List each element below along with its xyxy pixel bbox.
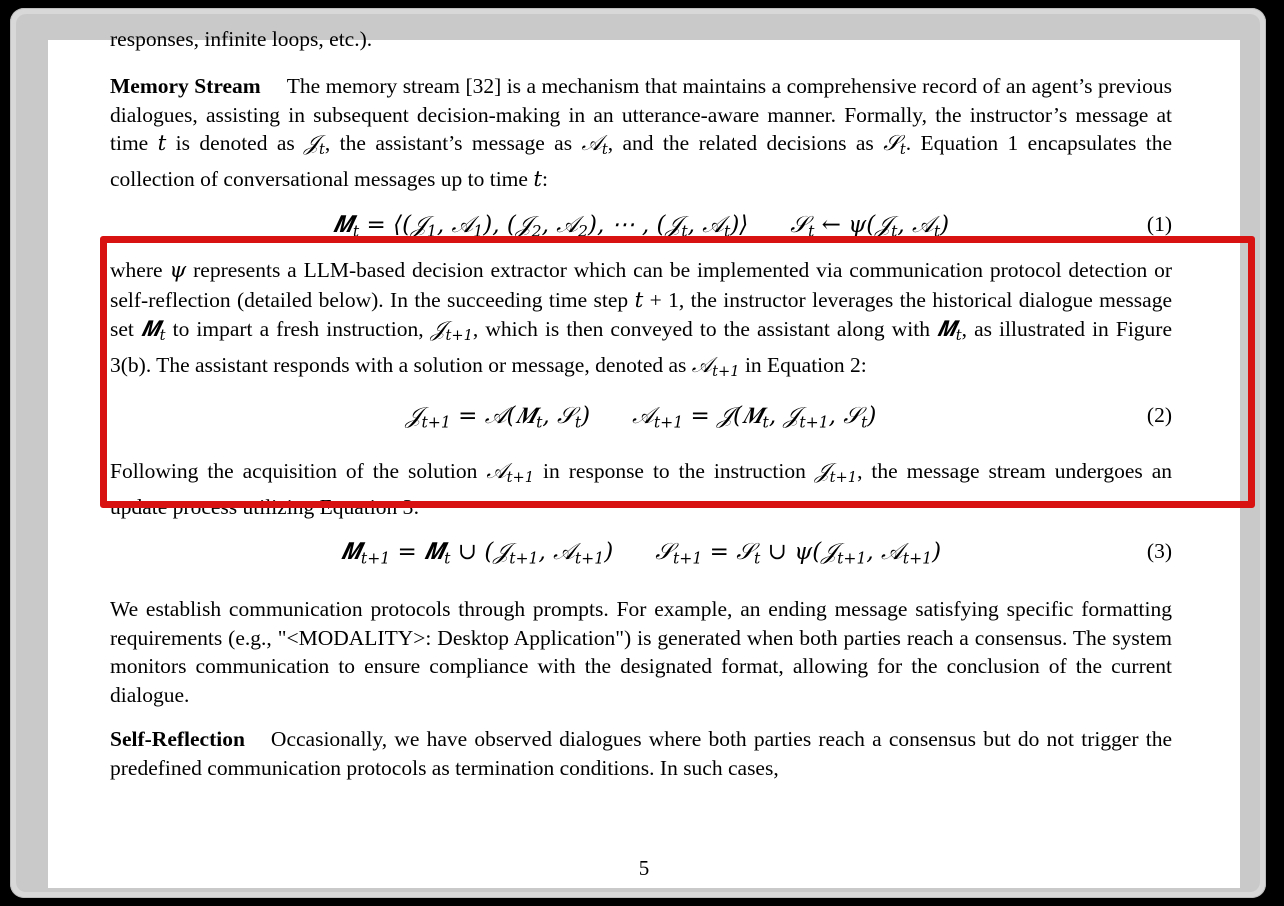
page-frame-inner — [16, 14, 1260, 892]
equation-1-number: (1) — [1146, 212, 1172, 237]
section-heading-memory-stream: Memory Stream — [110, 74, 261, 98]
equation-2-body: 𝒥$_{t+1}$ = 𝒜(𝑴$_t$, 𝒮$_t$) 𝒜$_{t+1}$ = 𝒥(𝑴$_t$, 𝒥$_{t+1}$, 𝒮$_t$) — [405, 402, 877, 431]
equation-3 — [110, 539, 1172, 567]
equation-3-body: 𝑴$_{t+1}$ = 𝑴$_t$ ∪ (𝒥$_{t+1}$, 𝒜$_{t+1}$) 𝒮$_{t+1}$ = 𝒮$_t$ ∪ ψ(𝒥$_{t+1}$, 𝒜$_{t+1}$) — [340, 539, 942, 568]
page-number — [48, 856, 1240, 880]
paragraph-self-reflection — [110, 725, 1172, 782]
paragraph-memory-stream-intro: Memory Stream The memory stream [32] is a mechanism that maintains a comprehensive record of an agent’s previous dialogues, assisting in subsequent decision-making in an utterance-aware manner. Formally, the instructor’s message at time t is denoted as 𝒥$_t$, the assistant’s message as 𝒜$_t$, and the related decisions as 𝒮$_t$. Equation 1 encapsulates the collection of conversational messages up to time t: — [110, 74, 1173, 192]
document-page — [48, 27, 1240, 888]
equation-3-number: (3) — [1146, 539, 1172, 564]
page-number-text: 5 — [638, 856, 650, 880]
section-heading-self-reflection: Self-Reflection — [110, 727, 245, 752]
page-content — [110, 27, 1173, 782]
paragraph-communication-protocols: We establish communication protocols through prompts. For example, an ending message satisfying specific formatting requirements (e.g., "<MODALITY>: Desktop Application") is generated when both parties reach a consensus. The system monitors communication to ensure compliance with the designated format, allowing for the conclusion of the current dialogue. — [110, 597, 1172, 707]
equation-1-body: 𝑴$_t$ = ⟨(𝒥$_1$, 𝒜$_1$), (𝒥$_2$, 𝒜$_2$), ⋯ , (𝒥$_t$, 𝒜$_t$)⟩ 𝒮$_t$ ← ψ(𝒥$_t$, 𝒜$_t$) — [332, 212, 950, 241]
paragraph-after-equation-2: Following the acquisition of the solution 𝒜$_{t+1}$ in response to the instruction 𝒥$_{t+1}$, the message stream undergoes an update process utilizing Equation 3: — [110, 458, 1172, 519]
paragraph-after-equation-1: where ψ represents a LLM-based decision extractor which can be implemented via communication protocol detection or self-reflection (detailed below). In the succeeding time step t + 1, the instructor leverages the historical dialogue message set 𝑴$_t$ to impart a fresh instruction, 𝒥$_{t+1}$, which is then conveyed to the assistant along with 𝑴$_t$, as illustrated in Figure 3(b). The assistant responds with a solution or message, denoted as 𝒜$_{t+1}$ in Equation 2: — [110, 258, 1172, 381]
self-reflection-body: Occasionally, we have observed dialogues where both parties reach a consensus but do not trigger the predefined communication protocols as termination conditions. In such cases, — [110, 727, 1172, 780]
equation-2-number: (2) — [1146, 402, 1172, 427]
page-frame — [10, 8, 1266, 898]
clipped-top-line-text: responses, infinite loops, etc.). — [110, 27, 373, 51]
clipped-top-line — [110, 27, 1172, 60]
equation-1 — [110, 212, 1172, 240]
equation-2 — [110, 403, 1172, 431]
